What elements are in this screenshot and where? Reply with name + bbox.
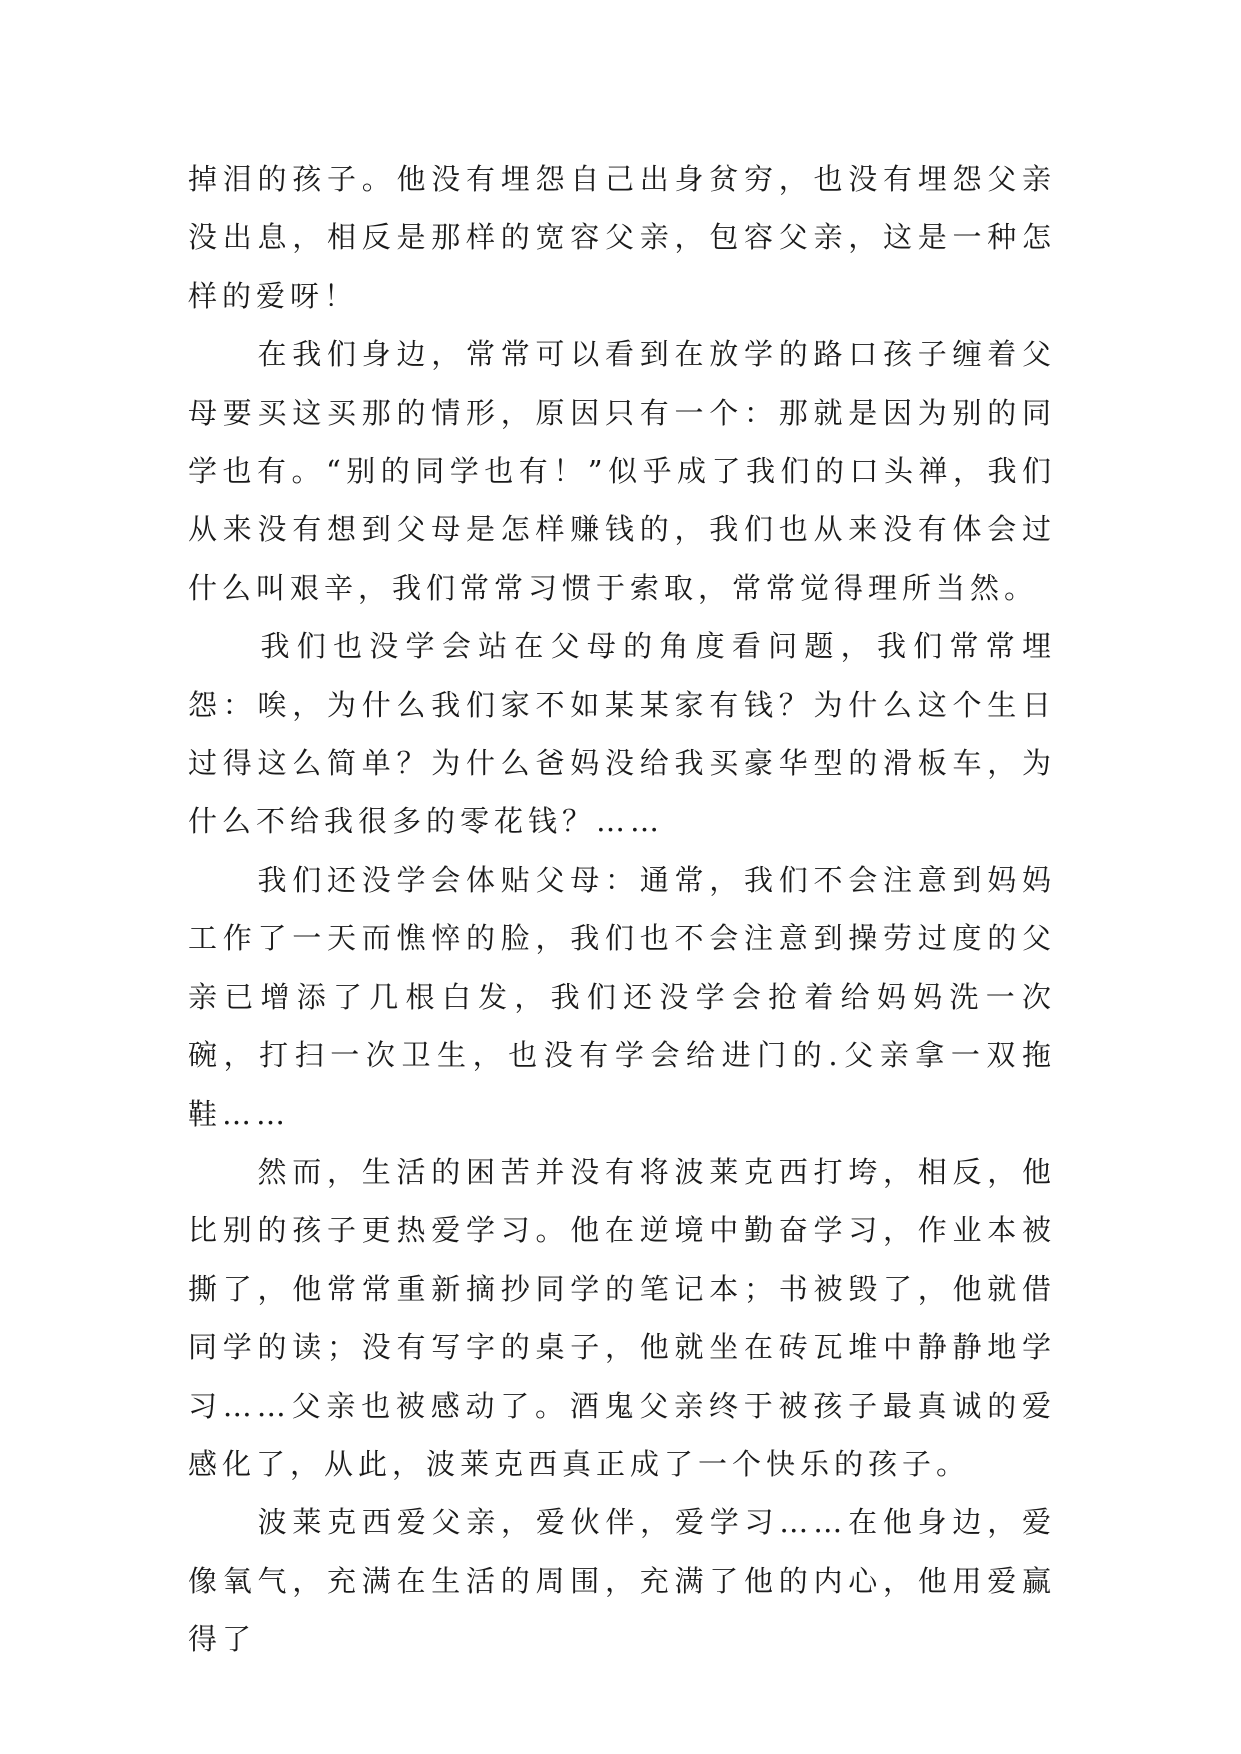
- paragraph-4: 我们还没学会体贴父母：通常，我们不会注意到妈妈工作了一天而憔悴的脸，我们也不会注意到操劳过度的父亲已增添了几根白发，我们还没学会抢着给妈妈洗一次碗，打扫一次卫生，也没有学会给进门的.父亲拿一双拖鞋……: [188, 862, 1056, 1131]
- body-text: [188, 150, 1056, 1669]
- paragraph-3: 我们也没学会站在父母的角度看问题，我们常常埋怨：唉，为什么我们家不如某某家有钱？为什么这个生日过得这么简单？为什么爸妈没给我买豪华型的滑板车，为什么不给我很多的零花钱？……: [188, 629, 1056, 839]
- paragraph-6: 波莱克西爱父亲，爱伙伴，爱学习……在他身边，爱像氧气，充满在生活的周围，充满了他的内心，他用爱赢得了: [188, 1505, 1056, 1657]
- paragraph-5: 然而，生活的困苦并没有将波莱克西打垮，相反，他比别的孩子更热爱学习。他在逆境中勤奋学习，作业本被撕了，他常常重新摘抄同学的笔记本；书被毁了，他就借同学的读；没有写字的桌子，他就坐在砖瓦堆中静静地学习……父亲也被感动了。酒鬼父亲终于被孩子最真诚的爱感化了，从此，波莱克西真正成了一个快乐的孩子。: [188, 1154, 1056, 1481]
- paragraph-2: 在我们身边，常常可以看到在放学的路口孩子缠着父母要买这买那的情形，原因只有一个：那就是因为别的同学也有。“别的同学也有！”似乎成了我们的口头禅，我们从来没有想到父母是怎样赚钱的，我们也从来没有体会过什么叫艰辛，我们常常习惯于索取，常常觉得理所当然。: [188, 337, 1056, 605]
- paragraph-1: 掉泪的孩子。他没有埋怨自己出身贫穷，也没有埋怨父亲没出息，相反是那样的宽容父亲，包容父亲，这是一种怎样的爱呀！: [188, 162, 1056, 313]
